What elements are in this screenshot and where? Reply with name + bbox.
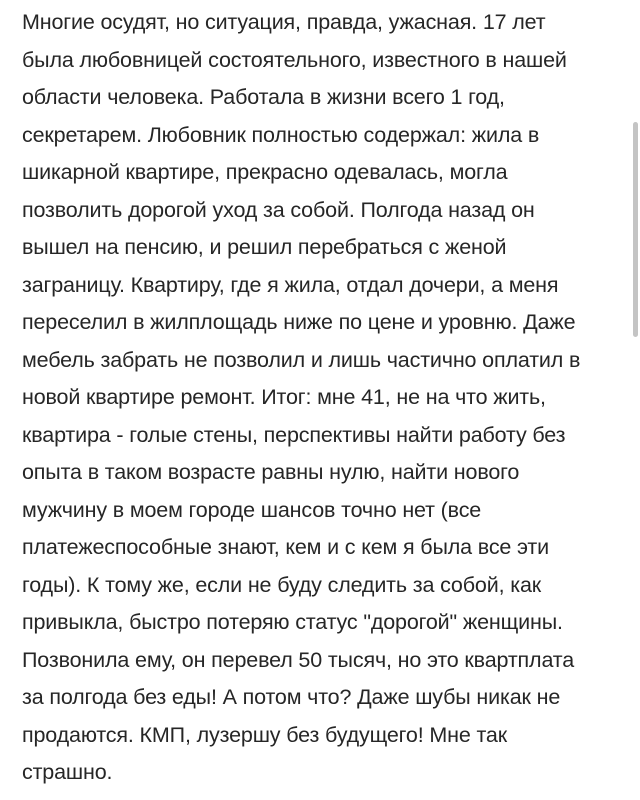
post-text-line: платежеспособные знают, кем и с кем я была все эти — [22, 535, 549, 559]
post-text-line: секретарем. Любовник полностью содержал: жила в — [22, 122, 540, 147]
post-text-line: новой квартире ремонт. Итог: мне 41, не на что жить, — [22, 385, 546, 409]
post-text-line: мебель забрать не позволил и лишь частично оплатил в — [22, 347, 581, 372]
post-text-line: вышел на пенсию, и решил перебраться с женой — [22, 235, 507, 259]
post-text-line: мужчину в моем городе шансов точно нет (все — [22, 497, 482, 522]
post-text-line: была любовницей состоятельного, известного в нашей — [22, 47, 567, 72]
post-text-line: продаются. КМП, лузершу без будущего! Мне так — [22, 722, 507, 747]
post-text-line: переселил в жилплощадь ниже по цене и уровню. Даже — [22, 310, 576, 334]
post-text-line: заграницу. Квартиру, где я жила, отдал дочери, а меня — [22, 272, 559, 297]
post-text-line: привыкла, быстро потеряю статус "дорогой" женщины. — [22, 610, 563, 634]
post-text-line: области человека. Работала в жизни всего 1 год, — [22, 85, 505, 109]
post-text-line: за полгода без еды! А потом что? Даже шубы никак не — [22, 685, 561, 709]
post-text-line: годы). К тому же, если не буду следить за собой, как — [22, 572, 542, 597]
post-text-line: шикарной квартире, прекрасно одевалась, могла — [22, 160, 508, 184]
post-text-line: квартира - голые стены, перспективы найти работу без — [22, 422, 566, 447]
post-text-line: позволить дорогой уход за собой. Полгода назад он — [22, 197, 535, 222]
post-text-line: Многие осудят, но ситуация, правда, ужасная. 17 лет — [22, 10, 546, 34]
post-text-line: Позвонила ему, он перевел 50 тысяч, но это квартплата — [22, 647, 575, 672]
scrollbar-track[interactable] — [630, 0, 640, 800]
post-text-line: страшно. — [22, 760, 113, 784]
post-body — [22, 4, 622, 792]
post-text-line: опыта в таком возрасте равны нулю, найти нового — [22, 460, 520, 484]
scrollbar-thumb[interactable] — [633, 122, 638, 337]
